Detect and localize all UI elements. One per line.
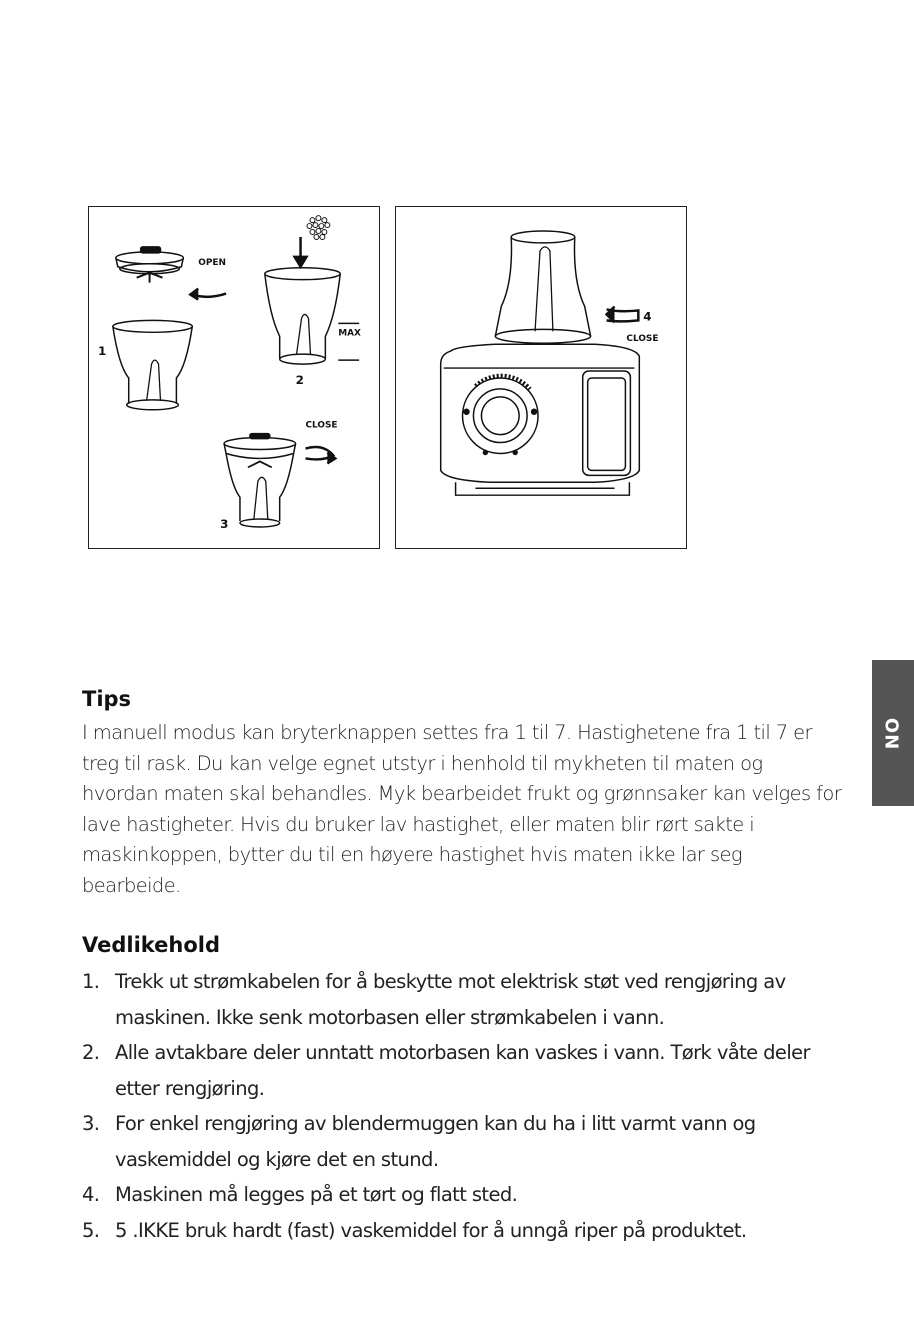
- bowl-mounted-illustration: [495, 231, 590, 343]
- language-tab: [872, 660, 914, 806]
- step-number: 2.: [82, 1041, 100, 1064]
- step-3-label: 3: [220, 516, 229, 531]
- list-item: [82, 1177, 842, 1213]
- figure-mounted-on-base: [395, 206, 687, 549]
- figure-assembly-steps: [88, 206, 380, 549]
- speed-dial-knob: [463, 376, 538, 455]
- step-text: Alle avtakbare deler unntatt motorbasen kan vaskes i vann. Tørk våte deler etter rengjøring.: [115, 1041, 810, 1100]
- rotate-close-arrow-icon: [306, 447, 336, 463]
- max-label: MAX: [338, 328, 361, 339]
- list-item: [82, 1106, 842, 1177]
- rotate-open-arrow-icon: [190, 289, 226, 300]
- tips-paragraph: I manuell modus kan bryterknappen settes fra 1 til 7. Hastighetene fra 1 til 7 er treg til rask. Du kan velge egnet utstyr i henhold til mykheten til maten og hvordan maten skal behandles. Myk bearbeidet frukt og grønnsaker kan velges for lave hastigheter. Hvis du bruker lav hastighet, eller maten blir rørt sakte i maskinkoppen, bytter du til en høyere hastighet hvis maten ikke lar seg bearbeide.: [82, 721, 842, 897]
- bowl-step2-illustration: [265, 268, 359, 364]
- open-label: OPEN: [198, 257, 226, 268]
- motor-base-body: [441, 344, 640, 495]
- step-4-label: 4: [643, 309, 652, 324]
- step-text: Maskinen må legges på et tørt og flatt sted.: [115, 1183, 518, 1206]
- language-tab-label: NO: [882, 716, 904, 750]
- step-text: 5 .IKKE bruk hardt (fast) vaskemiddel for å unngå riper på produktet.: [115, 1218, 747, 1242]
- close-label: CLOSE: [305, 420, 338, 431]
- step-number: 1.: [82, 970, 100, 993]
- tips-heading: Tips: [82, 687, 132, 711]
- assembly-illustration: [89, 207, 379, 548]
- step-number: 5.: [82, 1218, 100, 1242]
- step-number: 4.: [82, 1183, 100, 1206]
- food-pieces-icon: [307, 216, 330, 240]
- list-item: [82, 1035, 842, 1106]
- bowl-step3-illustration: [224, 434, 296, 527]
- motor-base-illustration: [396, 207, 686, 548]
- bowl-step1-illustration: [113, 320, 192, 409]
- down-arrow-icon: [295, 237, 307, 267]
- maintenance-steps-list: [82, 964, 842, 1248]
- list-item: [82, 964, 842, 1035]
- list-item: [82, 1213, 842, 1249]
- close-label: CLOSE: [626, 334, 659, 345]
- step-1-label: 1: [97, 344, 107, 359]
- step-2-label: 2: [295, 372, 304, 387]
- rotate-close-arrow-icon: [607, 306, 639, 322]
- step-text: Trekk ut strømkabelen for å beskytte mot elektrisk støt ved rengjøring av maskinen. Ikke senk motorbasen eller strømkabelen i vann.: [115, 970, 786, 1029]
- maintenance-heading: Vedlikehold: [82, 933, 221, 957]
- step-number: 3.: [82, 1112, 100, 1135]
- step-text: For enkel rengjøring av blendermuggen kan du ha i litt varmt vann og vaskemiddel og kjøre det en stund.: [115, 1112, 756, 1171]
- lid-open-illustration: [116, 247, 184, 283]
